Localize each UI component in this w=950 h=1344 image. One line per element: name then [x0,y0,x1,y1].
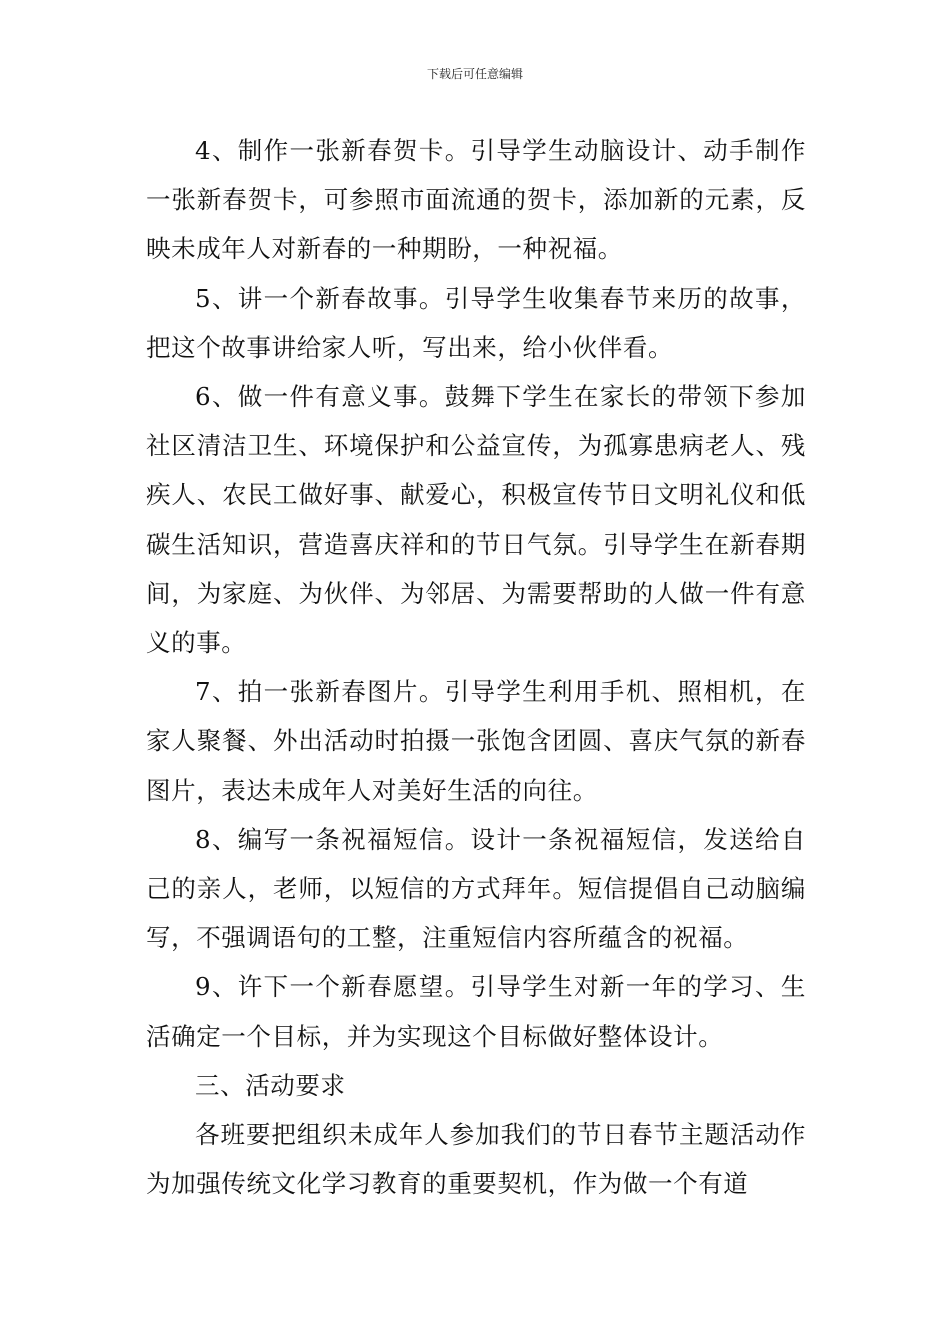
paragraph-item-8: 8、编写一条祝福短信。设计一条祝福短信，发送给自己的亲人，老师，以短信的方式拜年。短信提倡自己动脑编写，不强调语句的工整，注重短信内容所蕴含的祝福。 [146,824,806,953]
section-heading: 三、活动要求 [195,1070,346,1100]
document-body [146,126,806,1208]
page-header-note: 下载后可任意编辑 [426,67,523,81]
paragraph-item-7: 7、拍一张新春图片。引导学生利用手机、照相机，在家人聚餐、外出活动时拍摄一张饱含团圆、喜庆气氛的新春图片，表达未成年人对美好生活的向往。 [146,677,806,805]
paragraph-item-9: 9、许下一个新春愿望。引导学生对新一年的学习、生活确定一个目标，并为实现这个目标做好整体设计。 [146,972,806,1051]
paragraph-item-6: 6、做一件有意义事。鼓舞下学生在家长的带领下参加社区清洁卫生、环境保护和公益宣传，为孤寡患病老人、残疾人、农民工做好事、献爱心，积极宣传节日文明礼仪和低碳生活知识，营造喜庆祥和的节日气氛。引导学生在新春期间，为家庭、为伙伴、为邻居、为需要帮助的人做一件有意义的事。 [146,382,806,658]
paragraph-item-5: 5、讲一个新春故事。引导学生收集春节来历的故事，把这个故事讲给家人听，写出来，给小伙伴看。 [146,283,806,362]
paragraph-requirements: 各班要把组织未成年人参加我们的节日春节主题活动作为加强传统文化学习教育的重要契机，作为做一个有道 [146,1120,806,1199]
paragraph-item-4: 4、制作一张新春贺卡。引导学生动脑设计、动手制作一张新春贺卡，可参照市面流通的贺卡，添加新的元素，反映未成年人对新春的一种期盼，一种祝福。 [146,136,806,264]
